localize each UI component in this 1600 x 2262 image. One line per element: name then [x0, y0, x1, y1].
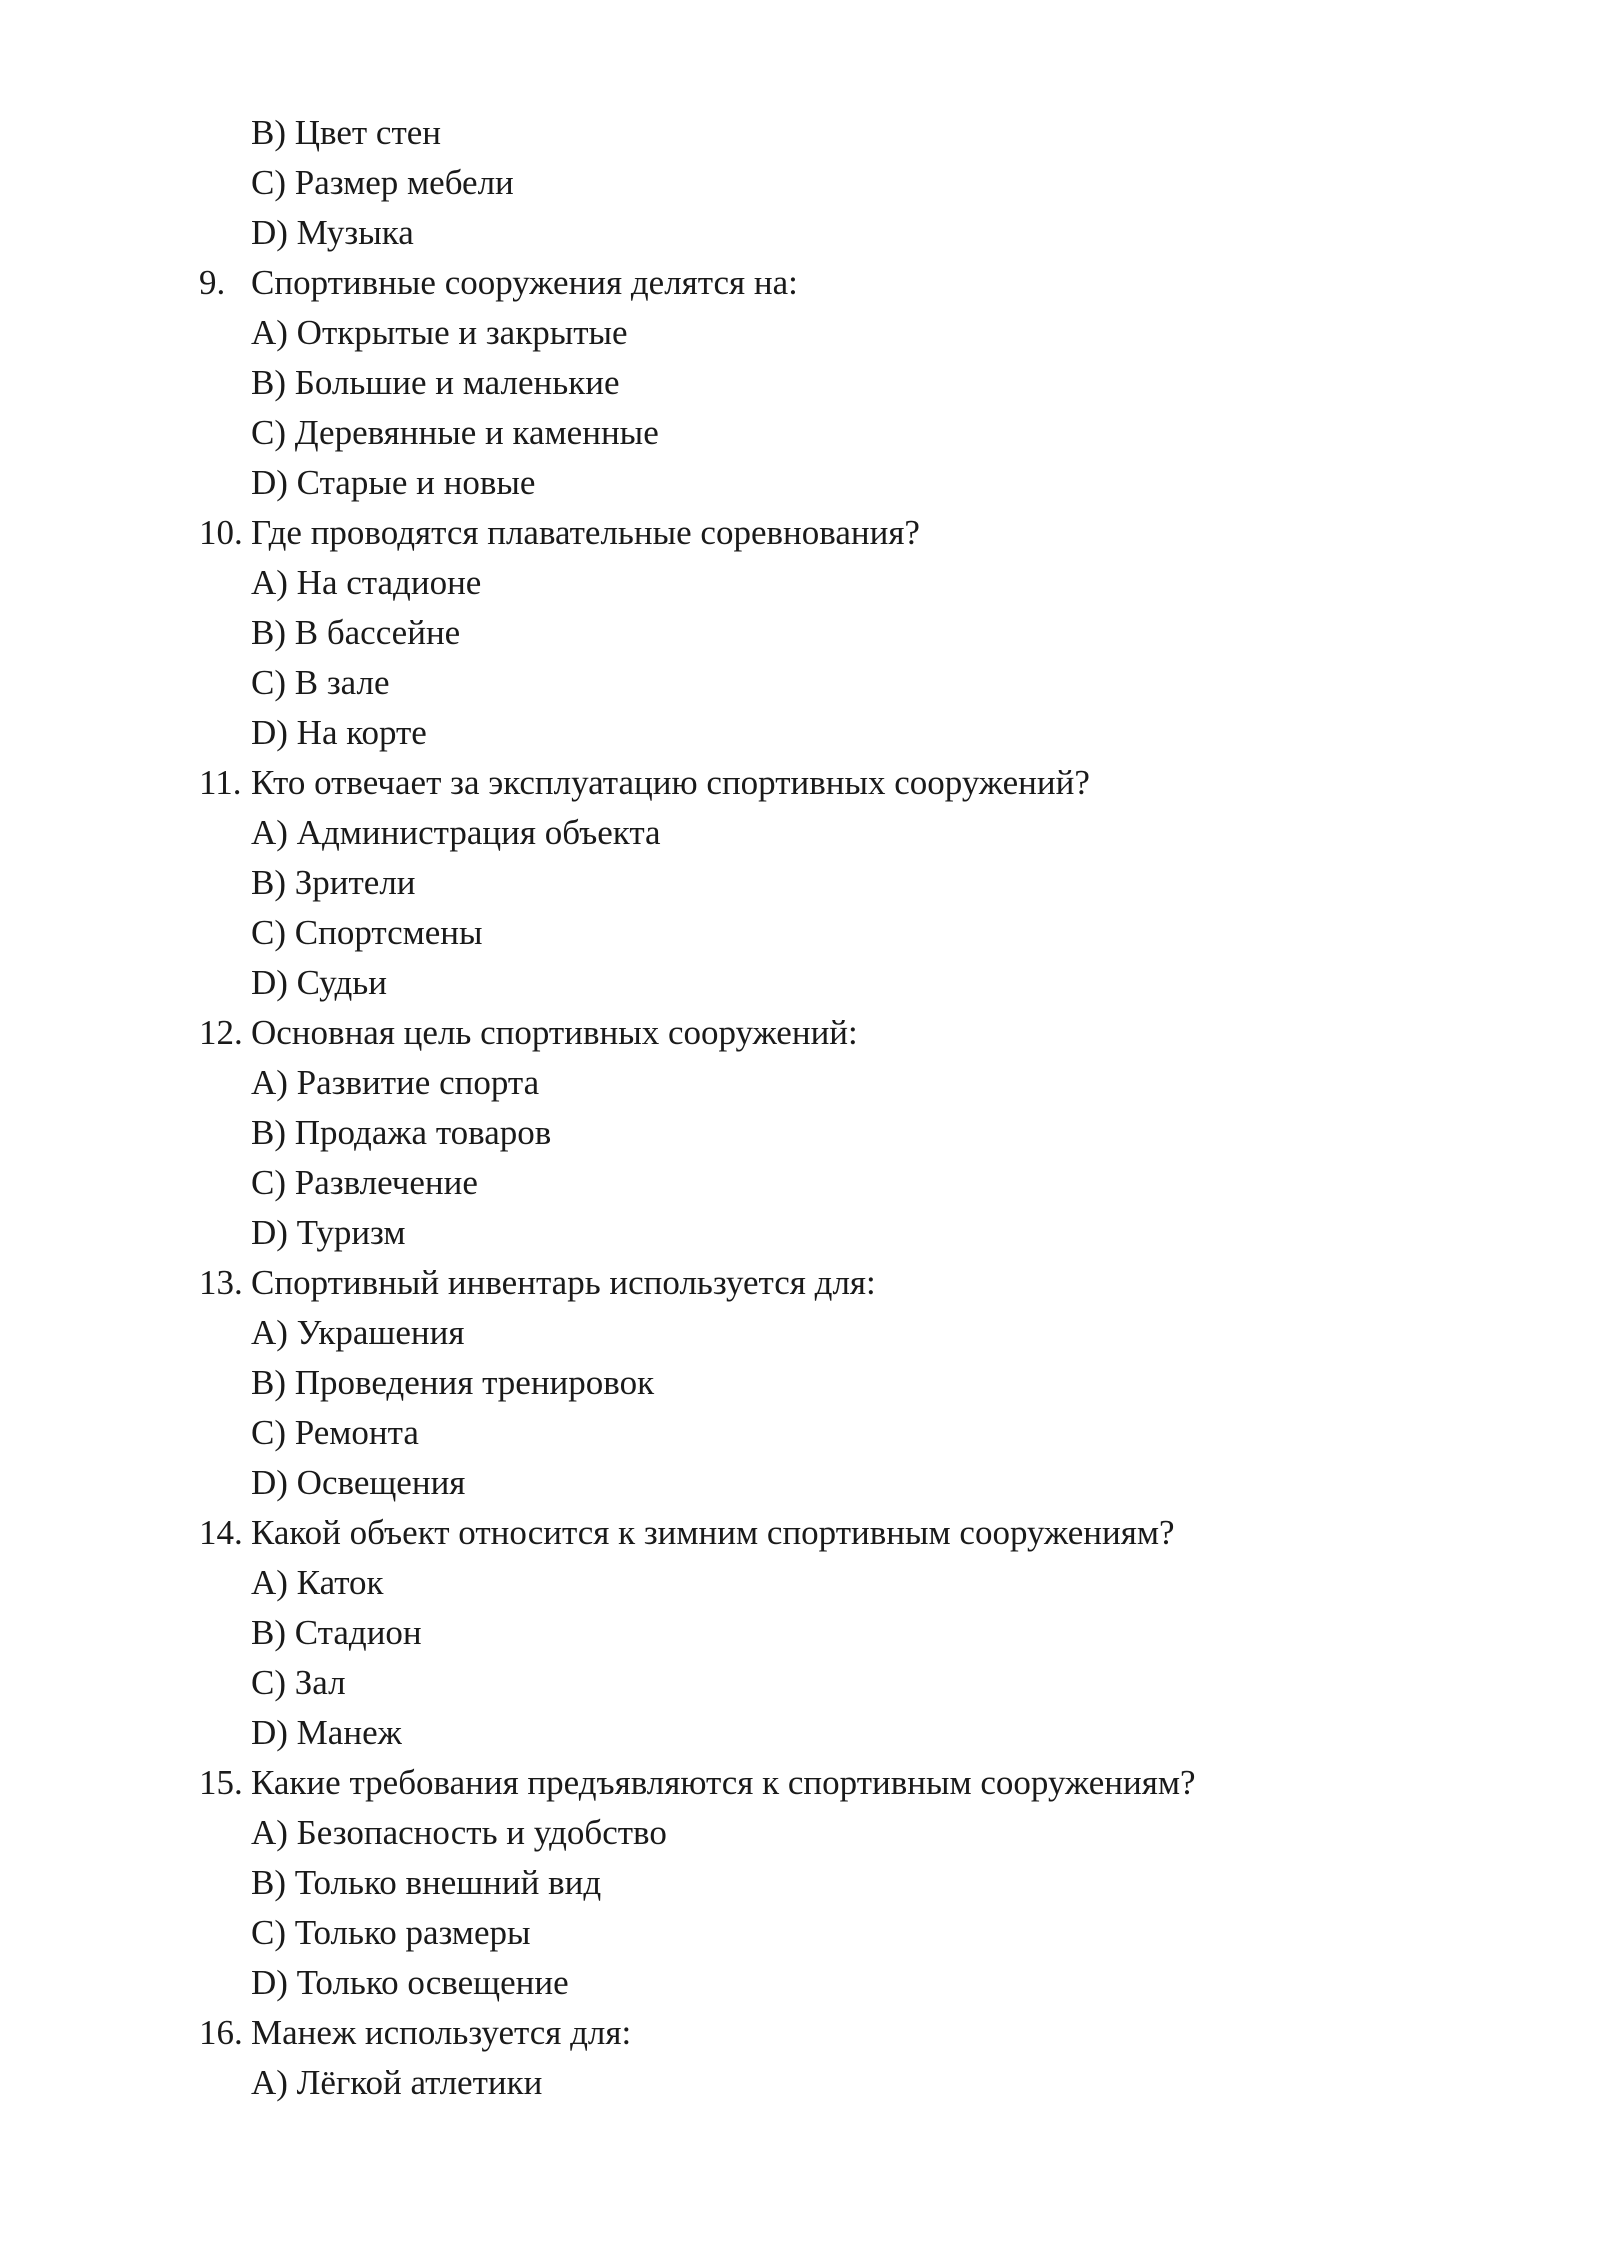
answer-option: C) Спортсмены	[251, 913, 483, 952]
answer-option: C) Только размеры	[251, 1913, 531, 1952]
question-11	[199, 758, 1499, 808]
answer-option: C) В зале	[251, 663, 390, 702]
question-number: 9.	[199, 263, 226, 302]
answer-option: D) Только освещение	[251, 1963, 569, 2002]
question-number: 10.	[199, 513, 243, 552]
question-number: 12.	[199, 1013, 243, 1052]
question-number: 15.	[199, 1763, 243, 1802]
answer-option: B) Стадион	[251, 1613, 422, 1652]
answer-option: B) Продажа товаров	[251, 1113, 552, 1152]
answer-option: A) Украшения	[251, 1313, 465, 1352]
answer-option: B) Только внешний вид	[251, 1863, 602, 1902]
answer-option: C) Ремонта	[251, 1413, 419, 1452]
answer-option: B) Цвет стен	[251, 113, 442, 152]
question-text: Какие требования предъявляются к спортивным сооружениям?	[251, 1763, 1196, 1802]
question-text: Где проводятся плавательные соревнования?	[251, 513, 920, 552]
question-text: Манеж используется для:	[251, 2013, 632, 2052]
answer-option: D) Туризм	[251, 1213, 406, 1252]
quiz-content	[199, 108, 1499, 2108]
answer-option: D) Музыка	[251, 213, 414, 252]
question-13	[199, 1258, 1499, 1308]
answer-option: C) Развлечение	[251, 1163, 478, 1202]
question-text: Спортивные сооружения делятся на:	[251, 263, 798, 302]
answer-option: D) На корте	[251, 713, 427, 752]
answer-option: B) Проведения тренировок	[251, 1363, 655, 1402]
answer-option: A) Развитие спорта	[251, 1063, 540, 1102]
question-number: 14.	[199, 1513, 243, 1552]
question-number: 11.	[199, 763, 242, 802]
answer-option: A) Каток	[251, 1563, 384, 1602]
question-text: Спортивный инвентарь используется для:	[251, 1263, 876, 1302]
answer-option: B) Зрители	[251, 863, 416, 902]
question-15	[199, 1758, 1499, 1808]
answer-option: A) Лёгкой атлетики	[251, 2063, 543, 2102]
answer-option: C) Размер мебели	[251, 163, 514, 202]
answer-option: A) Открытые и закрытые	[251, 313, 628, 352]
question-number: 16.	[199, 2013, 243, 2052]
question-12	[199, 1008, 1499, 1058]
question-10	[199, 508, 1499, 558]
answer-option: D) Старые и новые	[251, 463, 536, 502]
question-14	[199, 1508, 1499, 1558]
answer-option: B) В бассейне	[251, 613, 461, 652]
question-text: Какой объект относится к зимним спортивным сооружениям?	[251, 1513, 1175, 1552]
question-16	[199, 2008, 1499, 2058]
answer-option: C) Зал	[251, 1663, 346, 1702]
answer-option: D) Судьи	[251, 963, 387, 1002]
answer-option: C) Деревянные и каменные	[251, 413, 659, 452]
answer-option: B) Большие и маленькие	[251, 363, 620, 402]
question-9	[199, 258, 1499, 308]
answer-option: A) На стадионе	[251, 563, 482, 602]
question-text: Основная цель спортивных сооружений:	[251, 1013, 858, 1052]
answer-option: D) Манеж	[251, 1713, 402, 1752]
question-number: 13.	[199, 1263, 243, 1302]
answer-option: D) Освещения	[251, 1463, 466, 1502]
answer-option: A) Администрация объекта	[251, 813, 661, 852]
answer-option: A) Безопасность и удобство	[251, 1813, 667, 1852]
question-text: Кто отвечает за эксплуатацию спортивных сооружений?	[251, 763, 1090, 802]
